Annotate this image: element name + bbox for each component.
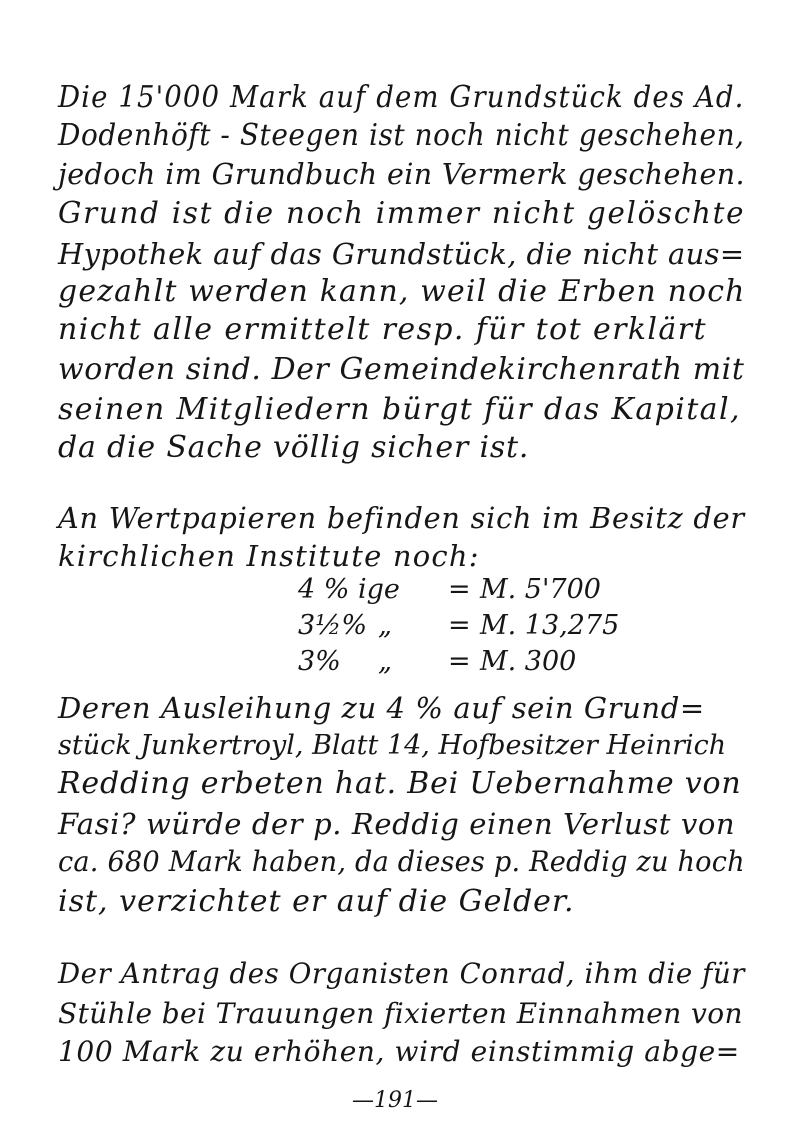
text-line: jedoch im Grundbuch ein Vermerk geschehen. xyxy=(58,157,745,191)
text-line: Hypothek auf das Grundstück, die nicht aus= xyxy=(58,237,745,271)
text-line: Fasi? würde der p. Reddig einen Verlust von xyxy=(58,807,736,841)
text-line: Grund ist die noch immer nicht gelöschte xyxy=(58,196,746,231)
text-line: ca. 680 Mark haben, da dieses p. Reddig zu hoch xyxy=(58,845,745,878)
text-line: Redding erbeten hat. Bei Uebernahme von xyxy=(58,766,742,801)
amount: M. 5'700 xyxy=(480,574,601,605)
amount: M. 13,275 xyxy=(480,610,620,641)
rate: 4 % ige xyxy=(298,574,400,605)
page-number: —191— xyxy=(352,1088,438,1113)
text-line: ist, verzichtet er auf die Gelder. xyxy=(58,884,575,919)
kind: „ xyxy=(378,610,392,641)
text-line: nicht alle ermittelt resp. für tot erklärt xyxy=(58,312,707,347)
amount: M. 300 xyxy=(480,646,577,677)
text-line: worden sind. Der Gemeindekirchenrath mit xyxy=(58,352,745,387)
text-line: Die 15'000 Mark auf dem Grundstück des Ad. xyxy=(58,80,745,115)
kind: „ xyxy=(378,646,392,677)
rate: 3% xyxy=(298,646,341,677)
text-line: Stühle bei Trauungen fixierten Einnahmen von xyxy=(58,997,743,1030)
text-line: Der Antrag des Organisten Conrad, ihm die für xyxy=(58,957,746,990)
securities-row xyxy=(298,646,628,682)
text-line: Dodenhöft - Steegen ist noch nicht geschehen, xyxy=(58,118,745,153)
text-line: Deren Ausleihung zu 4 % auf sein Grund= xyxy=(58,691,705,725)
text-line: da die Sache völlig sicher ist. xyxy=(58,430,530,465)
text-line: seinen Mitgliedern bürgt für das Kapital, xyxy=(58,392,741,427)
text-line: kirchlichen Institute noch: xyxy=(58,539,480,573)
text-line: 100 Mark zu erhöhen, wird einstimmig abge= xyxy=(58,1035,740,1068)
equals-sign: = xyxy=(448,646,471,677)
text-line: An Wertpapieren befinden sich im Besitz der xyxy=(58,501,745,535)
equals-sign: = xyxy=(448,574,471,605)
equals-sign: = xyxy=(448,610,471,641)
text-line: stück Junkertroyl, Blatt 14, Hofbesitzer Heinrich xyxy=(58,730,727,761)
rate: 3½% xyxy=(298,610,368,641)
text-line: gezahlt werden kann, weil die Erben noch xyxy=(58,274,746,309)
securities-row xyxy=(298,574,628,610)
securities-row xyxy=(298,610,628,646)
